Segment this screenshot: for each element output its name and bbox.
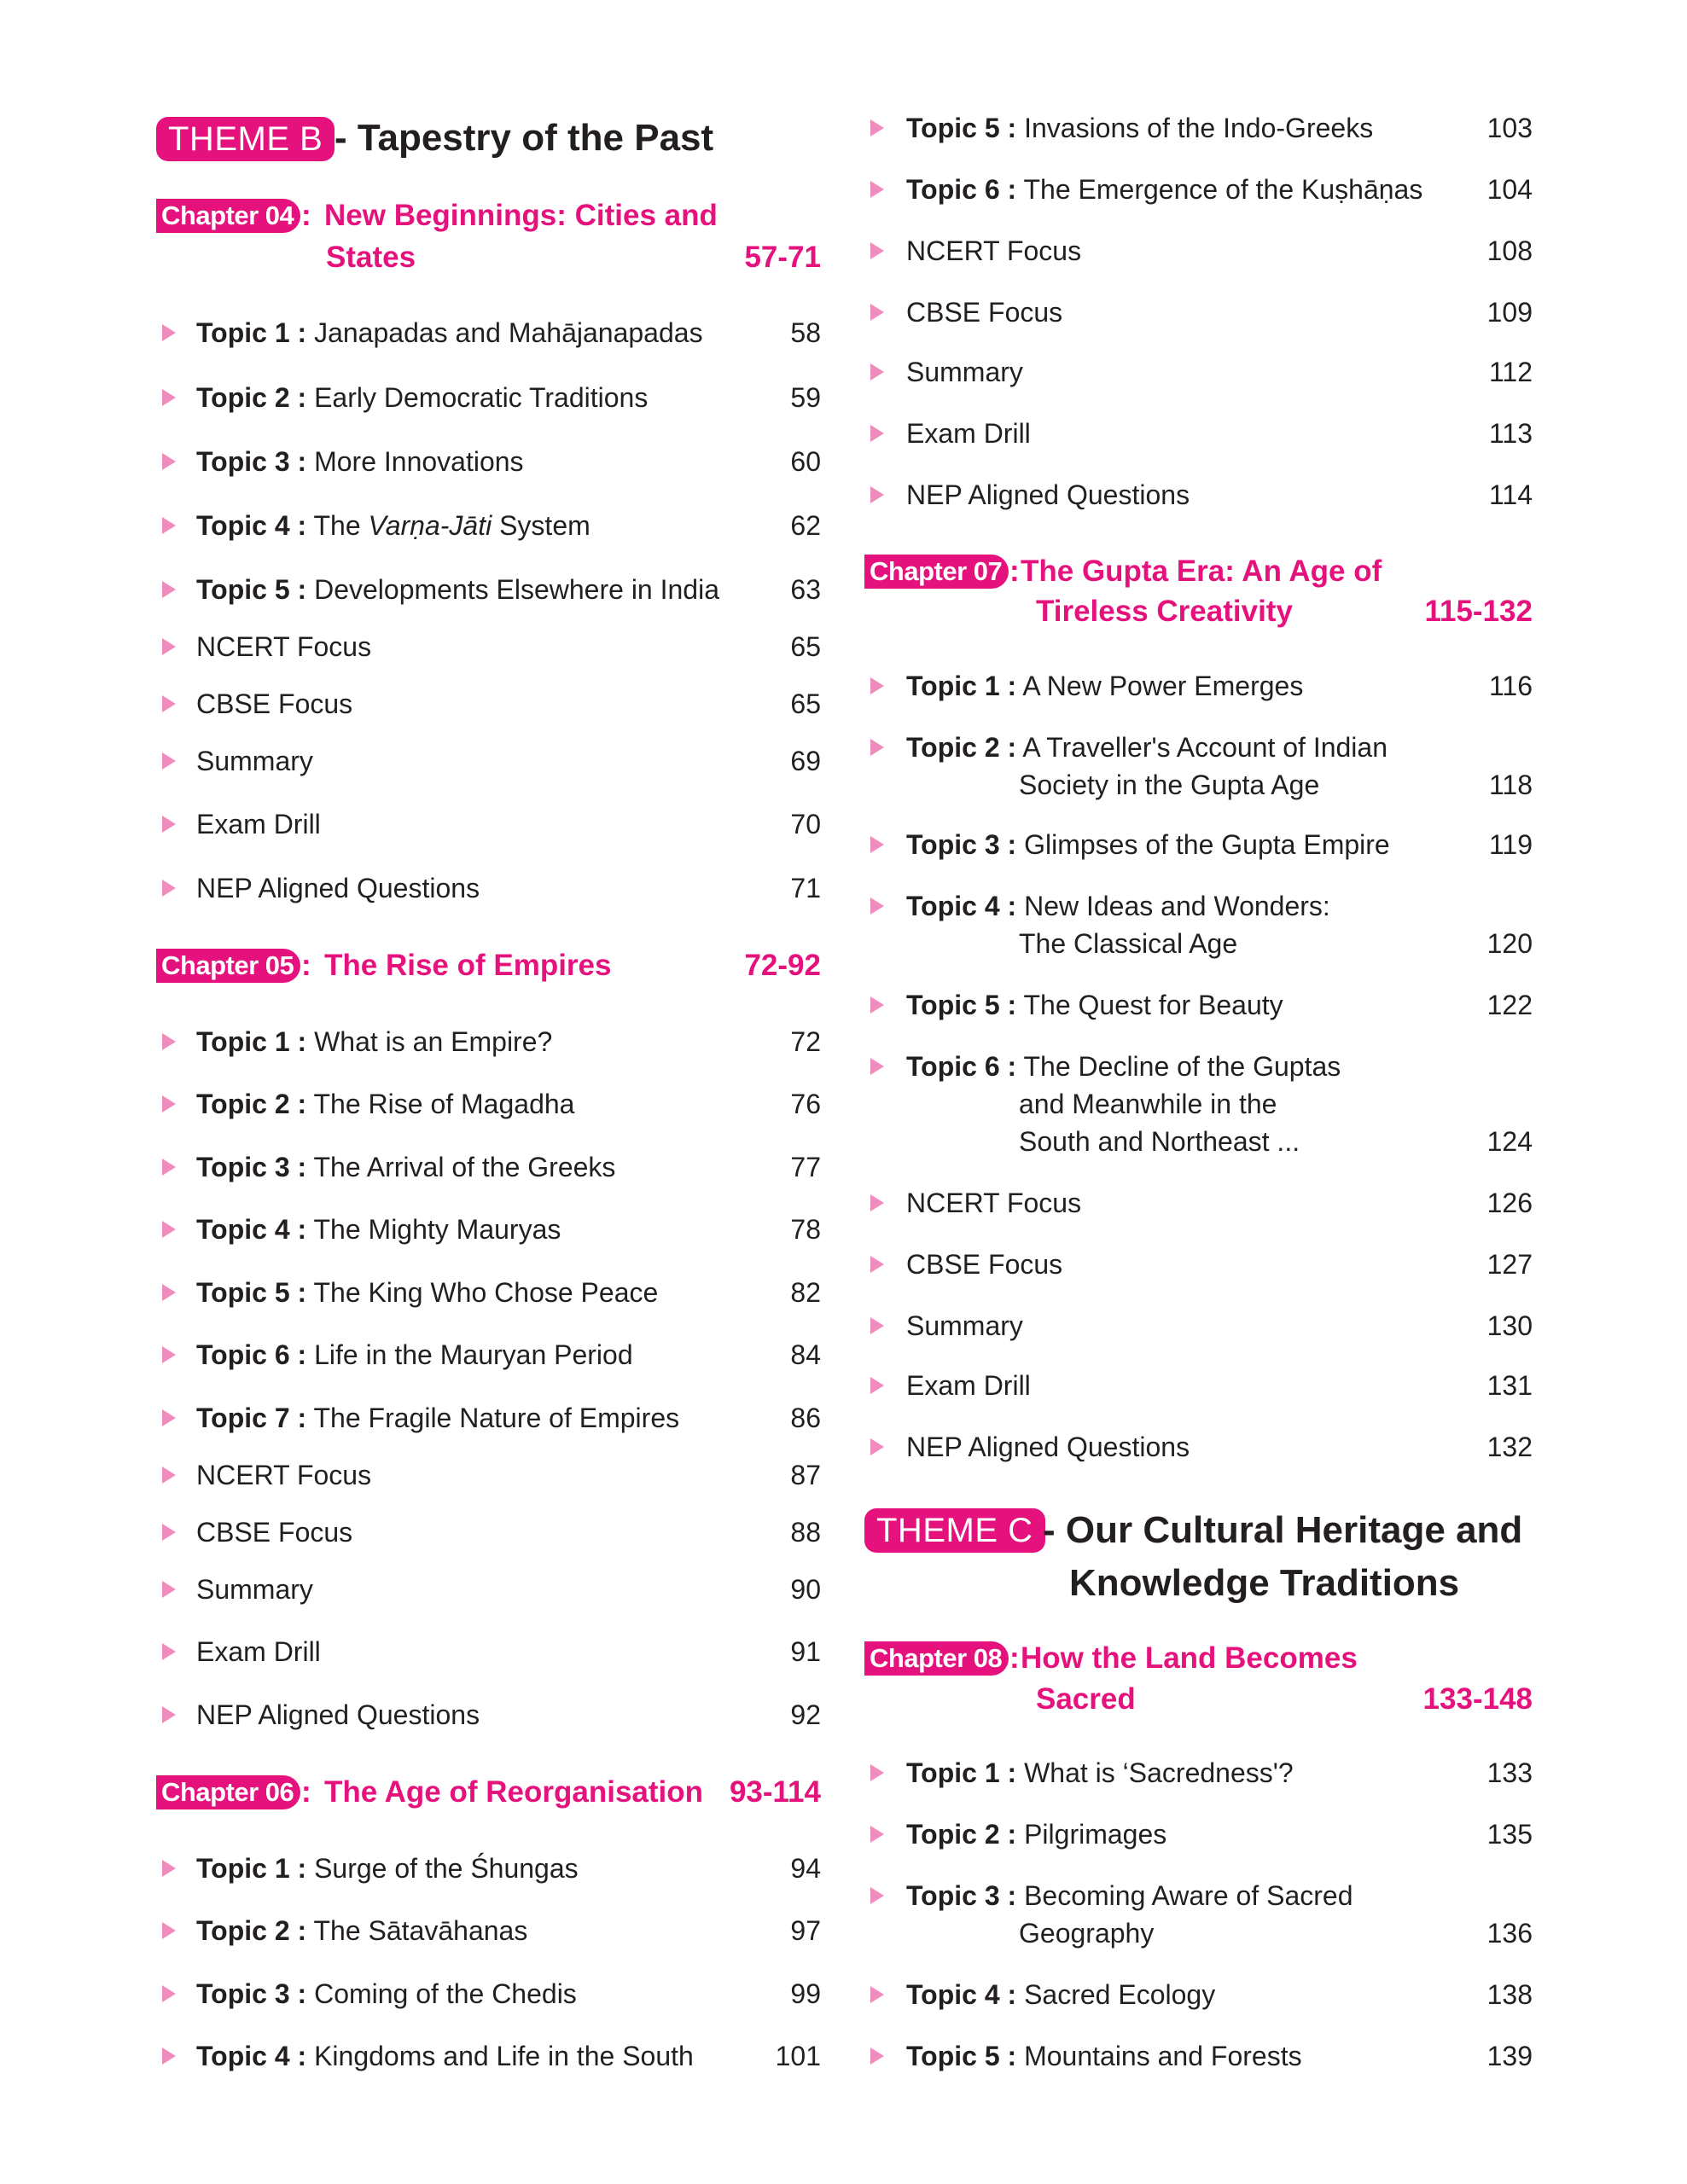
page-number: 136: [1486, 1918, 1533, 1949]
item-line: [906, 476, 1190, 514]
chapter-badge: Chapter 05: [156, 949, 300, 983]
triangle-bullet-icon: [162, 389, 176, 406]
triangle-bullet-icon: [162, 695, 176, 712]
item-line: [906, 109, 1373, 147]
triangle-bullet-icon: [162, 581, 176, 598]
triangle-bullet-icon: [162, 1033, 176, 1050]
triangle-bullet-icon: [162, 1409, 176, 1426]
item-line: [906, 1246, 1062, 1283]
chapter-page-range[interactable]: 72-92: [744, 949, 821, 982]
item-title: NCERT Focus: [196, 631, 372, 662]
chapter-title-line2[interactable]: States: [326, 241, 416, 274]
page-number: 91: [790, 1636, 821, 1667]
item-title: NCERT Focus: [906, 1188, 1082, 1218]
item-title: Pilgrimages: [1024, 1819, 1167, 1850]
item-line: [906, 667, 1303, 705]
item-line: [906, 2037, 1302, 2075]
page-number: 109: [1486, 297, 1533, 328]
item-title: Kingdoms and Life in the South: [314, 2041, 694, 2071]
item-title: The Fragile Nature of Empires: [313, 1403, 680, 1433]
topic-label: Topic 3 :: [196, 1152, 307, 1182]
item-line: [906, 986, 1283, 1024]
item-line: [906, 729, 1387, 766]
page-number: 86: [790, 1403, 821, 1433]
item-line: [906, 1877, 1353, 1914]
item-line: [196, 443, 524, 480]
item-title: Surge of the Śhungas: [314, 1853, 579, 1884]
item-line: [196, 1274, 658, 1311]
item-title: Summary: [196, 746, 313, 776]
item-line: [196, 1023, 552, 1060]
triangle-bullet-icon: [162, 880, 176, 897]
page-number: 133: [1486, 1757, 1533, 1788]
page-number: 71: [790, 873, 821, 903]
chapter-badge: Chapter 06: [156, 1775, 300, 1809]
topic-title-pre: The: [313, 510, 369, 541]
item-title-continued: The Classical Age: [1019, 928, 1238, 959]
topic-label: Topic 5 :: [196, 1277, 307, 1308]
chapter-title[interactable]: The Gupta Era: An Age of: [1021, 555, 1382, 588]
item-title: NCERT Focus: [196, 1460, 372, 1490]
item-line: [906, 232, 1081, 270]
item-line: [906, 353, 1023, 391]
item-line: [906, 1428, 1190, 1466]
topic-title-post: System: [492, 510, 590, 541]
triangle-bullet-icon: [162, 1159, 176, 1176]
triangle-bullet-icon: [870, 1317, 884, 1334]
item-title: The Sātavāhanas: [313, 1915, 528, 1946]
item-line: [906, 826, 1390, 863]
item-title: A Traveller's Account of Indian: [1022, 732, 1387, 763]
triangle-bullet-icon: [870, 1194, 884, 1211]
item-title: NCERT Focus: [906, 235, 1082, 266]
item-title: What is an Empire?: [314, 1026, 553, 1057]
item-title-continued: and Meanwhile in the: [1019, 1089, 1277, 1119]
triangle-bullet-icon: [162, 1581, 176, 1598]
item-title: Early Democratic Traditions: [314, 382, 649, 413]
topic-label: Topic 1 :: [906, 671, 1017, 701]
topic-label: Topic 4 :: [906, 891, 1017, 921]
item-title: Summary: [196, 1574, 313, 1605]
triangle-bullet-icon: [162, 1467, 176, 1484]
page-number: 103: [1486, 113, 1533, 143]
topic-label: Topic 1 :: [196, 317, 307, 348]
item-title: Glimpses of the Gupta Empire: [1024, 829, 1390, 860]
item-line: [196, 805, 321, 843]
page-number: 88: [790, 1517, 821, 1548]
triangle-bullet-icon: [870, 677, 884, 694]
page-number: 114: [1488, 479, 1533, 510]
page-number: 76: [790, 1089, 821, 1119]
triangle-bullet-icon: [870, 1887, 884, 1904]
chapter-title[interactable]: New Beginnings: Cities and: [324, 199, 718, 232]
triangle-bullet-icon: [870, 1438, 884, 1455]
item-title: New Ideas and Wonders:: [1024, 891, 1330, 921]
topic-label: Topic 2 :: [196, 1915, 307, 1946]
topic-label: Topic 5 :: [196, 574, 307, 605]
item-title: Summary: [906, 357, 1023, 387]
item-line: [196, 1912, 527, 1949]
item-line: [196, 628, 371, 665]
triangle-bullet-icon: [162, 1922, 176, 1939]
item-line: [906, 1048, 1341, 1085]
item-title: Life in the Mauryan Period: [314, 1339, 633, 1370]
item-title: Janapadas and Mahājanapadas: [314, 317, 703, 348]
page-number: 104: [1486, 174, 1533, 205]
triangle-bullet-icon: [870, 897, 884, 915]
topic-label: Topic 3 :: [196, 1978, 307, 2009]
item-title: Exam Drill: [906, 418, 1031, 449]
chapter-separator: :: [1009, 555, 1020, 588]
item-line: [196, 379, 648, 416]
item-title: The King Who Chose Peace: [313, 1277, 659, 1308]
item-title-continued: Geography: [1019, 1918, 1155, 1949]
triangle-bullet-icon: [870, 119, 884, 136]
triangle-bullet-icon: [162, 517, 176, 534]
page-number: 59: [790, 382, 821, 413]
item-line: [196, 1975, 577, 2013]
item-line: [196, 1085, 574, 1123]
chapter-separator: :: [301, 949, 311, 982]
triangle-bullet-icon: [162, 752, 176, 770]
page-number: 63: [790, 574, 821, 605]
topic-label: Topic 5 :: [906, 113, 1017, 143]
item-line: [906, 171, 1422, 208]
page-number: 130: [1486, 1310, 1533, 1341]
topic-title-italic: Varṇa-Jāti: [368, 510, 492, 541]
item-line: [906, 887, 1330, 925]
triangle-bullet-icon: [870, 242, 884, 259]
item-line: [196, 314, 703, 351]
page-number: 65: [790, 688, 821, 719]
triangle-bullet-icon: [162, 1524, 176, 1541]
page-number: 116: [1488, 671, 1533, 701]
topic-label: Topic 1 :: [196, 1026, 307, 1057]
page-number: 113: [1488, 418, 1533, 449]
item-title: Exam Drill: [196, 1636, 321, 1667]
triangle-bullet-icon: [870, 1377, 884, 1394]
item-title: Invasions of the Indo-Greeks: [1024, 113, 1374, 143]
item-line: [196, 1571, 313, 1608]
item-line: [196, 685, 352, 723]
item-title: CBSE Focus: [906, 297, 1063, 328]
page-number: 92: [790, 1699, 821, 1730]
page-number: 126: [1486, 1188, 1533, 1218]
page-number: 87: [790, 1460, 821, 1490]
item-title-continued: South and Northeast ...: [1019, 1126, 1300, 1157]
page-number: 97: [790, 1915, 821, 1946]
item-title: Exam Drill: [196, 809, 321, 839]
page-number: 60: [790, 446, 821, 477]
chapter-title-line2[interactable]: Tireless Creativity: [1036, 595, 1293, 628]
triangle-bullet-icon: [162, 1346, 176, 1363]
item-line: [196, 1696, 480, 1734]
item-line: [196, 1211, 561, 1248]
theme-c-title-line1[interactable]: - Our Cultural Heritage and: [1043, 1509, 1523, 1551]
item-line: [906, 415, 1031, 452]
item-line: [196, 869, 480, 907]
topic-label: Topic 4 :: [196, 510, 307, 541]
item-line: [196, 1148, 615, 1186]
chapter-badge: Chapter 08: [864, 1641, 1009, 1676]
page-number: 127: [1486, 1249, 1533, 1280]
theme-b-badge: THEME B: [156, 117, 334, 161]
item-title: NEP Aligned Questions: [196, 873, 480, 903]
page-number: 72: [790, 1026, 821, 1057]
triangle-bullet-icon: [162, 1643, 176, 1660]
triangle-bullet-icon: [870, 304, 884, 321]
triangle-bullet-icon: [162, 1095, 176, 1112]
triangle-bullet-icon: [870, 1826, 884, 1843]
topic-label: Topic 4 :: [196, 1214, 307, 1245]
item-title: Exam Drill: [906, 1370, 1031, 1401]
triangle-bullet-icon: [162, 1860, 176, 1877]
item-title-continued: Society in the Gupta Age: [1019, 770, 1320, 800]
chapter-separator: :: [301, 199, 311, 232]
page-number: 135: [1486, 1819, 1533, 1850]
item-line: [906, 293, 1062, 331]
page-number: 82: [790, 1277, 821, 1308]
page-number: 108: [1486, 235, 1533, 266]
triangle-bullet-icon: [162, 816, 176, 833]
page-number: 94: [790, 1853, 821, 1884]
chapter-page-range[interactable]: 93-114: [729, 1775, 821, 1809]
page-number: 119: [1488, 829, 1533, 860]
item-title: The Arrival of the Greeks: [313, 1152, 616, 1182]
item-line: [196, 507, 590, 544]
topic-label: Topic 4 :: [906, 1979, 1017, 2010]
chapter-separator: :: [1009, 1641, 1020, 1675]
triangle-bullet-icon: [870, 996, 884, 1014]
item-line: [906, 1976, 1215, 2013]
item-line: [196, 1633, 321, 1670]
topic-label: Topic 7 :: [196, 1403, 307, 1433]
triangle-bullet-icon: [870, 1256, 884, 1273]
page-number: 58: [790, 317, 821, 348]
item-line: [906, 1754, 1294, 1792]
page-number: 65: [790, 631, 821, 662]
triangle-bullet-icon: [162, 638, 176, 655]
page-number: 138: [1486, 1979, 1533, 2010]
item-title: The Mighty Mauryas: [313, 1214, 561, 1245]
triangle-bullet-icon: [870, 425, 884, 442]
page-number: 99: [790, 1978, 821, 2009]
item-line: [196, 742, 313, 780]
triangle-bullet-icon: [870, 1764, 884, 1781]
topic-label: Topic 2 :: [196, 1089, 307, 1119]
item-line: [906, 1367, 1031, 1404]
item-line: [196, 571, 719, 608]
page-number: 101: [775, 2041, 821, 2071]
item-title: Summary: [906, 1310, 1023, 1341]
item-title: NEP Aligned Questions: [196, 1699, 480, 1730]
chapter-title[interactable]: The Age of Reorganisation: [324, 1775, 704, 1809]
page-number: 118: [1488, 770, 1533, 800]
triangle-bullet-icon: [870, 1058, 884, 1075]
topic-label: Topic 2 :: [196, 382, 307, 413]
page-number: 132: [1486, 1432, 1533, 1462]
triangle-bullet-icon: [870, 1986, 884, 2003]
page-number: 122: [1486, 990, 1533, 1020]
triangle-bullet-icon: [870, 836, 884, 853]
page-number: 120: [1486, 928, 1533, 959]
item-line: [196, 1456, 371, 1494]
item-line: [196, 1399, 679, 1437]
topic-label: Topic 5 :: [906, 990, 1017, 1020]
item-title: NEP Aligned Questions: [906, 479, 1190, 510]
page-number: 112: [1488, 357, 1533, 387]
triangle-bullet-icon: [162, 1284, 176, 1301]
chapter-badge: Chapter 04: [156, 199, 300, 233]
page-number: 69: [790, 746, 821, 776]
chapter-page-range[interactable]: 115-132: [1424, 595, 1533, 628]
item-line: [196, 1850, 579, 1887]
chapter-title-line2[interactable]: Sacred: [1036, 1682, 1136, 1716]
triangle-bullet-icon: [162, 2048, 176, 2065]
page-number: 131: [1486, 1370, 1533, 1401]
triangle-bullet-icon: [162, 1706, 176, 1723]
page-number: 84: [790, 1339, 821, 1370]
page-number: 124: [1486, 1126, 1533, 1157]
chapter-title[interactable]: How the Land Becomes: [1021, 1641, 1358, 1675]
topic-label: Topic 6 :: [196, 1339, 307, 1370]
item-title: Sacred Ecology: [1024, 1979, 1216, 2010]
item-title: The Decline of the Guptas: [1023, 1051, 1341, 1082]
triangle-bullet-icon: [870, 739, 884, 756]
item-title: CBSE Focus: [196, 1517, 353, 1548]
topic-label: Topic 3 :: [906, 829, 1017, 860]
page-number: 78: [790, 1214, 821, 1245]
theme-c-title-line2[interactable]: Knowledge Traditions: [1069, 1562, 1460, 1604]
theme-b-title[interactable]: - Tapestry of the Past: [334, 117, 714, 159]
triangle-bullet-icon: [870, 2048, 884, 2065]
triangle-bullet-icon: [162, 1985, 176, 2002]
triangle-bullet-icon: [162, 1221, 176, 1238]
item-title: A New Power Emerges: [1022, 671, 1304, 701]
topic-label: Topic 4 :: [196, 2041, 307, 2071]
theme-c-badge: THEME C: [864, 1508, 1045, 1553]
item-line: [196, 1336, 633, 1374]
item-title: More Innovations: [314, 446, 524, 477]
topic-label: Topic 6 :: [906, 1051, 1017, 1082]
triangle-bullet-icon: [870, 363, 884, 380]
triangle-bullet-icon: [162, 453, 176, 470]
page-number: 139: [1486, 2041, 1533, 2071]
topic-label: Topic 2 :: [906, 1819, 1017, 1850]
topic-label: Topic 2 :: [906, 732, 1017, 763]
item-title: What is ‘Sacredness'?: [1024, 1757, 1294, 1788]
item-title: The Quest for Beauty: [1023, 990, 1283, 1020]
topic-label: Topic 3 :: [906, 1880, 1017, 1911]
topic-label: Topic 6 :: [906, 174, 1017, 205]
chapter-page-range[interactable]: 57-71: [744, 241, 821, 274]
topic-label: Topic 3 :: [196, 446, 307, 477]
item-title: Coming of the Chedis: [314, 1978, 577, 2009]
item-title: CBSE Focus: [906, 1249, 1063, 1280]
chapter-title[interactable]: The Rise of Empires: [324, 949, 612, 982]
item-line: [196, 1513, 352, 1551]
item-title: Mountains and Forests: [1024, 2041, 1302, 2071]
item-title: NEP Aligned Questions: [906, 1432, 1190, 1462]
page-number: 62: [790, 510, 821, 541]
triangle-bullet-icon: [870, 181, 884, 198]
page-number: 90: [790, 1574, 821, 1605]
chapter-page-range[interactable]: 133-148: [1422, 1682, 1533, 1716]
item-title: The Rise of Magadha: [313, 1089, 575, 1119]
topic-label: Topic 1 :: [906, 1757, 1017, 1788]
chapter-separator: :: [301, 1775, 311, 1809]
topic-label: Topic 1 :: [196, 1853, 307, 1884]
item-title: CBSE Focus: [196, 688, 353, 719]
triangle-bullet-icon: [870, 486, 884, 503]
page-number: 70: [790, 809, 821, 839]
item-title: The Emergence of the Kuṣhāṇas: [1023, 174, 1423, 205]
item-title: Developments Elsewhere in India: [314, 574, 719, 605]
item-line: [906, 1815, 1166, 1853]
item-line: [196, 2037, 694, 2075]
item-line: [906, 1307, 1023, 1345]
page-number: 77: [790, 1152, 821, 1182]
item-title: Becoming Aware of Sacred: [1024, 1880, 1353, 1911]
chapter-badge: Chapter 07: [864, 555, 1009, 589]
item-line: [906, 1184, 1081, 1222]
triangle-bullet-icon: [162, 324, 176, 341]
topic-label: Topic 5 :: [906, 2041, 1017, 2071]
